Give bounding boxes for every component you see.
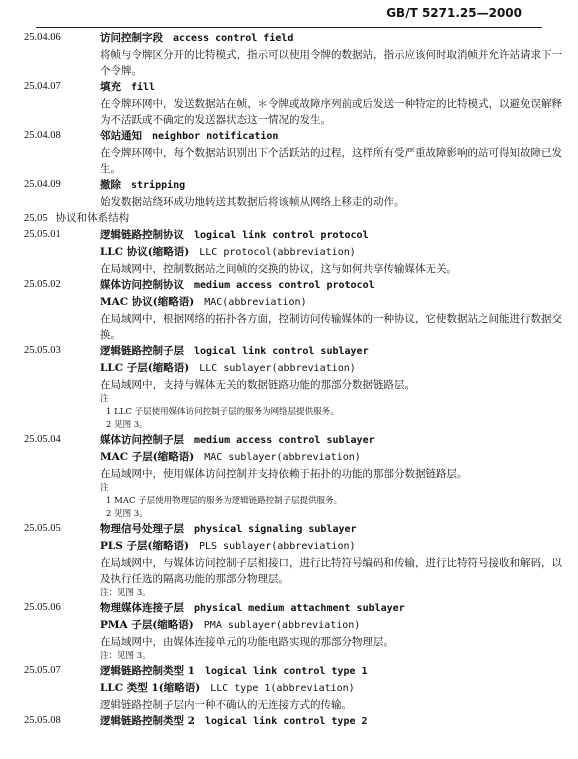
term-definition: 在局域网中，由媒体连接单元的功能电路实现的那部分物理层。 — [100, 636, 394, 648]
term-en: access control field — [173, 33, 294, 44]
term-en: logical link control type 2 — [204, 716, 368, 727]
header-rule — [36, 27, 542, 28]
term-definition: 在局域网中，控制数据站之间帧的交换的协议，这与如何共享传输媒体无关。 — [100, 263, 457, 275]
term-abbreviation — [100, 680, 570, 697]
term-zh: 媒体访问控制协议 — [100, 279, 184, 291]
abbr-zh: LLC 子层(缩略语) — [100, 362, 190, 374]
section-number: 25.05 — [24, 213, 48, 224]
term-zh: 访问控制字段 — [100, 32, 163, 44]
abbr-en: LLC sublayer(abbreviation) — [199, 363, 356, 374]
note-label: 注 — [100, 394, 109, 404]
term-entry — [24, 177, 570, 210]
abbr-en: PLS sublayer(abbreviation) — [198, 541, 356, 552]
term-heading — [100, 432, 570, 449]
abbr-zh: MAC 子层(缩略语) — [100, 451, 195, 463]
term-abbreviation — [100, 449, 570, 466]
abbr-en: PMA sublayer(abbreviation) — [203, 620, 361, 631]
note-label: 注 — [100, 483, 109, 493]
term-heading — [100, 128, 570, 145]
term-number: 25.05.02 — [24, 279, 61, 290]
abbr-en: LLC type 1(abbreviation) — [210, 683, 355, 694]
term-heading — [100, 177, 570, 194]
term-en: physical medium attachment sublayer — [194, 603, 405, 614]
note-item: 1 MAC 子层使用物理层的服务为逻辑链路控制子层提供服务。 — [106, 496, 343, 506]
term-heading — [100, 343, 570, 360]
term-en: neighbor notification — [152, 131, 279, 142]
term-entry — [24, 277, 570, 343]
term-entry — [24, 343, 570, 432]
term-abbreviation — [100, 244, 570, 261]
term-definition: 在局域网中，与媒体访问控制子层相接口，进行比特符号编码和传输，进行比特符号接收和解码，以及执行任选的隔离功能的那部分物理层。 — [100, 557, 562, 585]
term-definition: 将帧与令牌区分开的比特模式，指示可以使用令牌的数据站，指示应该何时取消帧并允许站请求下一个令牌。 — [100, 49, 562, 77]
term-entry — [24, 663, 570, 713]
term-number: 25.05.07 — [24, 665, 61, 676]
term-heading — [100, 277, 570, 294]
term-definition: 在令牌环网中，发送数据站在帧、＊令牌或故障序列前或后发送一种特定的比特模式，以避免误解释为不活跃或不确定的发送器状态这一情况的发生。 — [100, 98, 562, 126]
term-entry — [24, 79, 570, 128]
abbr-en: LLC protocol(abbreviation) — [199, 247, 356, 258]
note-inline: 注：见图 3。 — [100, 651, 151, 661]
note-inline: 注：见图 3。 — [100, 588, 151, 598]
term-en: medium access control protocol — [194, 280, 375, 291]
term-abbreviation — [100, 538, 570, 555]
abbr-zh: PLS 子层(缩略语) — [100, 540, 189, 552]
note-item: 2 见图 3。 — [106, 509, 148, 519]
term-zh: 填充 — [100, 81, 121, 93]
term-heading — [100, 663, 570, 680]
term-heading — [100, 79, 570, 96]
term-definition: 在局域网中，使用媒体访问控制并支持依赖于拓扑的功能的那部分数据链路层。 — [100, 468, 468, 480]
term-entry — [24, 713, 570, 730]
term-number: 25.05.01 — [24, 229, 61, 240]
term-number: 25.05.04 — [24, 434, 61, 445]
abbr-en: MAC sublayer(abbreviation) — [204, 452, 361, 463]
abbr-en: MAC(abbreviation) — [204, 297, 307, 308]
note-item: 1 LLC 子层使用媒体访问控制子层的服务为网络层提供服务。 — [106, 407, 339, 417]
term-zh: 媒体访问控制子层 — [100, 434, 184, 446]
term-number: 25.04.06 — [24, 32, 61, 43]
term-number: 25.05.06 — [24, 602, 61, 613]
term-entry — [24, 432, 570, 521]
term-entry — [24, 128, 570, 177]
term-en: logical link control protocol — [194, 230, 369, 241]
term-zh: 物理信号处理子层 — [100, 523, 184, 535]
term-number: 25.04.09 — [24, 179, 61, 190]
section-title: 协议和体系结构 — [55, 212, 130, 224]
abbr-zh: MAC 协议(缩略语) — [100, 296, 195, 308]
term-number: 25.04.07 — [24, 81, 61, 92]
term-entry — [24, 227, 570, 277]
term-abbreviation — [100, 360, 570, 377]
term-number: 25.05.05 — [24, 523, 61, 534]
term-zh: 逻辑链路控制类型 2 — [100, 715, 195, 727]
term-heading — [100, 600, 570, 617]
term-abbreviation — [100, 294, 570, 311]
term-zh: 撤除 — [100, 179, 121, 191]
term-en: physical signaling sublayer — [194, 524, 357, 535]
term-definition: 始发数据站绕环成功地转送其数据后将该帧从网络上移走的动作。 — [100, 196, 405, 208]
term-heading — [100, 713, 570, 730]
term-en: fill — [131, 82, 156, 93]
term-heading — [100, 521, 570, 538]
term-heading — [100, 30, 570, 47]
page-header: GB/T 5271.25—2000 — [386, 6, 522, 20]
term-number: 25.04.08 — [24, 130, 61, 141]
term-heading — [100, 227, 570, 244]
term-entry — [24, 521, 570, 600]
term-en: logical link control type 1 — [204, 666, 368, 677]
term-en: medium access control sublayer — [194, 435, 375, 446]
term-zh: 逻辑链路控制类型 1 — [100, 665, 195, 677]
term-definition: 在局域网中，根据网络的拓扑各方面，控制访问传输媒体的一种协议，它使数据站之间能进行数据交换。 — [100, 313, 562, 341]
term-en: stripping — [131, 180, 186, 191]
term-definition: 在局域网中，支持与媒体无关的数据链路功能的那部分数据链路层。 — [100, 379, 415, 391]
abbr-zh: LLC 协议(缩略语) — [100, 246, 190, 258]
term-definition: 在令牌环网中，每个数据站识别出下个活跃站的过程，这样所有受严重故障影响的站可得知故障已发生。 — [100, 147, 562, 175]
term-zh: 邻站通知 — [100, 130, 142, 142]
term-zh: 物理媒体连接子层 — [100, 602, 184, 614]
term-definition: 逻辑链路控制子层内一种不确认的无连接方式的传输。 — [100, 699, 352, 711]
term-en: logical link control sublayer — [194, 346, 369, 357]
term-zh: 逻辑链路控制协议 — [100, 229, 184, 241]
abbr-zh: PMA 子层(缩略语) — [100, 619, 194, 631]
note-item: 2 见图 3。 — [106, 420, 148, 430]
term-number: 25.05.08 — [24, 715, 61, 726]
term-entry — [24, 600, 570, 663]
document-body — [24, 30, 570, 730]
abbr-zh: LLC 类型 1(缩略语) — [100, 682, 201, 694]
term-number: 25.05.03 — [24, 345, 61, 356]
term-entry — [24, 30, 570, 79]
term-abbreviation — [100, 617, 570, 634]
term-zh: 逻辑链路控制子层 — [100, 345, 184, 357]
section-heading — [24, 210, 570, 227]
